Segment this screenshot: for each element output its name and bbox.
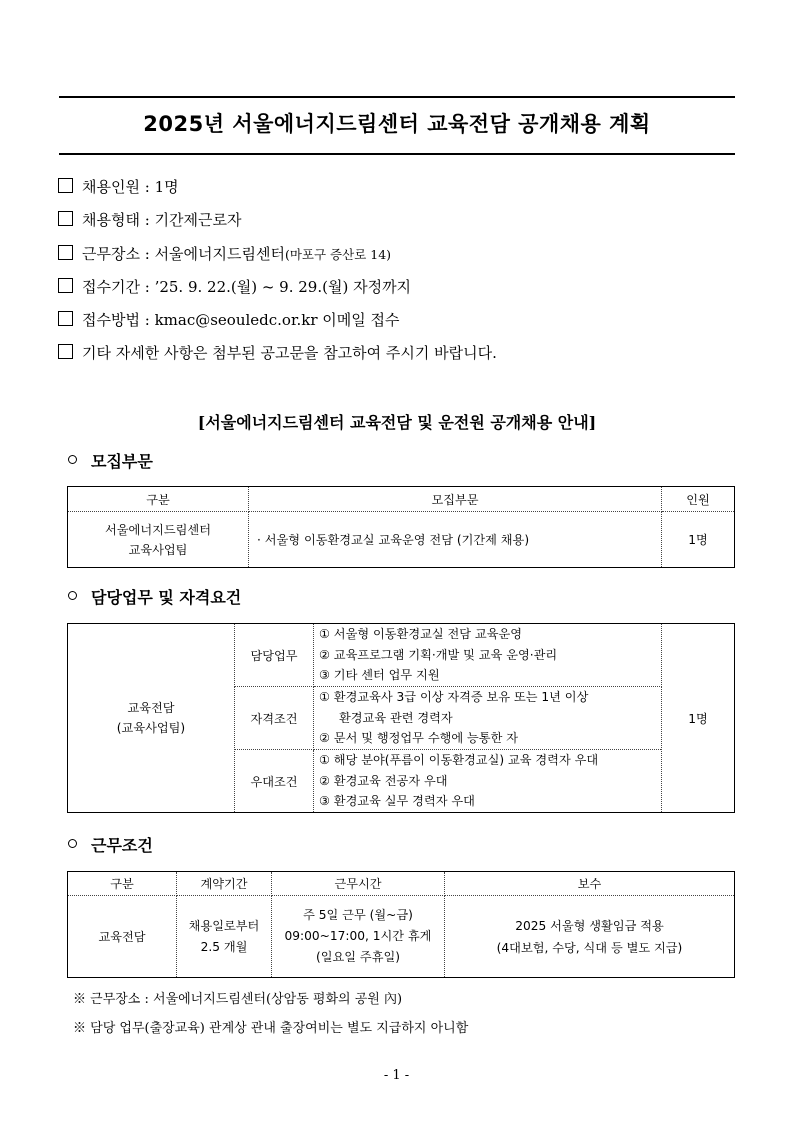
summary-item: 기타 자세한 사항은 첨부된 공고문을 참고하여 주시기 바랍니다. (58, 342, 748, 375)
summary-item: 채용형태 : 기간제근로자 (58, 209, 748, 242)
checkbox-icon (58, 311, 73, 326)
summary-item: 채용인원 : 1명 (58, 176, 748, 209)
circle-bullet-icon (68, 839, 77, 848)
section-heading-conditions: 근무조건 (68, 833, 153, 856)
summary-item: 근무장소 : 서울에너지드림센터(마포구 증산로 14) (58, 243, 748, 276)
checkbox-icon (58, 278, 73, 293)
section-heading-recruitment: 모집부문 (68, 449, 153, 472)
table-row: 우대조건 ① 해당 분야(푸름이 이동환경교실) 교육 경력자 우대 ② 환경교육 전공자 우대 ③ 환경교육 실무 경력자 우대 (68, 750, 735, 813)
circle-bullet-icon (68, 455, 77, 464)
column-header: 구분 (68, 872, 177, 896)
table-row: 자격조건 ① 환경교육사 3급 이상 자격증 보유 또는 1년 이상 환경교육 관련 경력자 ② 문서 및 행정업무 수행에 능통한 자 (68, 687, 735, 750)
column-header: 보수 (445, 872, 735, 896)
column-header: 계약기간 (177, 872, 272, 896)
checkbox-icon (58, 245, 73, 260)
summary-item: 접수기간 : ’25. 9. 22.(월) ~ 9. 29.(월) 자정까지 (58, 276, 748, 309)
announcement-subtitle: [서울에너지드림센터 교육전담 및 운전원 공개채용 안내] (197, 413, 597, 432)
checkbox-icon (58, 344, 73, 359)
column-header: 근무시간 (272, 872, 445, 896)
duties-table (67, 623, 735, 813)
table-row: 교육전담 (교육사업팀) 담당업무 ① 서울형 이동환경교실 전담 교육운영 ② 교육프로그램 기획·개발 및 교육 운영·관리 ③ 기타 센터 업무 지원 1명 (68, 624, 735, 687)
title-rule (59, 153, 735, 155)
conditions-table (67, 871, 735, 978)
page-number: - 1 - (383, 1068, 410, 1083)
section-heading-duties: 담당업무 및 자격요건 (68, 585, 241, 608)
top-rule (59, 96, 735, 98)
summary-list (58, 176, 748, 376)
table-row: 교육전담 채용일로부터 2.5 개월 주 5일 근무 (월~금) 09:00~17:00, 1시간 휴게 (일요일 주휴일) 2025 서울형 생활임금 적용 (4대보험, 수당, 식대 등 별도 지급) (68, 896, 735, 978)
recruitment-table (67, 486, 735, 568)
column-header: 인원 (662, 487, 735, 512)
checkbox-icon (58, 178, 73, 193)
document-title: 2025년 서울에너지드림센터 교육전담 공개채용 계획 (143, 112, 651, 136)
checkbox-icon (58, 211, 73, 226)
column-header: 모집부문 (249, 487, 662, 512)
table-row: 서울에너지드림센터 교육사업팀 · 서울형 이동환경교실 교육운영 전담 (기간제 채용) 1명 (68, 512, 735, 568)
summary-item: 접수방법 : kmac@seouledc.or.kr 이메일 접수 (58, 309, 748, 342)
circle-bullet-icon (68, 591, 77, 600)
column-header: 구분 (68, 487, 249, 512)
note-workplace: ※ 근무장소 : 서울에너지드림센터(상암동 평화의 공원 內) (73, 992, 403, 1007)
note-travel-expense: ※ 담당 업무(출장교육) 관계상 관내 출장여비는 별도 지급하지 아니함 (73, 1021, 469, 1036)
